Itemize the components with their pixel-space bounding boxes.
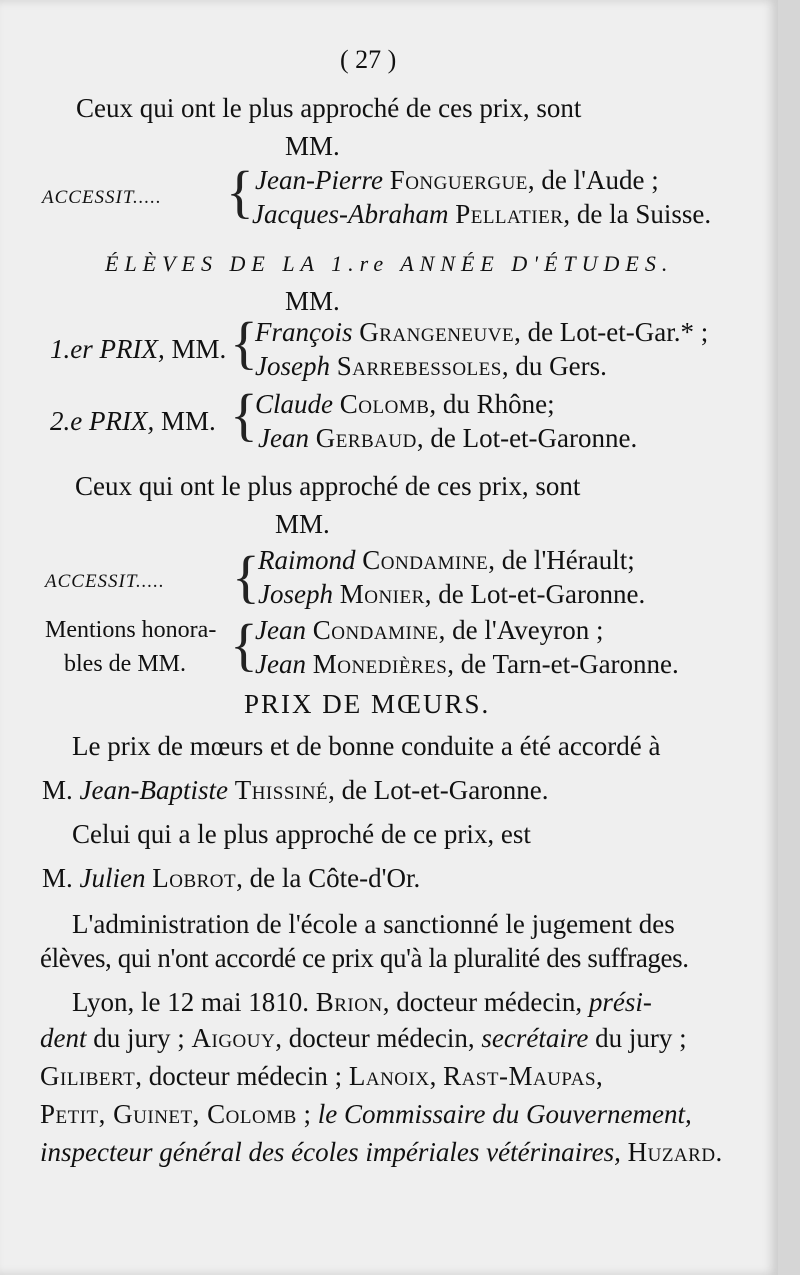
intro-text: Ceux qui ont le plus approché de ces prix, sont <box>75 471 581 501</box>
intro-text: Ceux qui ont le plus approché de ces prix, sont <box>76 93 582 123</box>
moeurs-runner: M. Julien Lobrot, de la Côte-d'Or. <box>42 863 421 893</box>
prize-entry: Jean Gerbaud, de Lot-et-Garonne. <box>258 423 638 453</box>
moeurs-heading: PRIX DE MŒURS. <box>244 689 491 719</box>
closing-line: L'administration de l'école a sanctionné le jugement des <box>72 909 675 939</box>
mm-heading: MM. <box>285 131 340 161</box>
accessit-entry: Jean-Pierre Fonguergue, de l'Aude ; <box>255 165 659 195</box>
signature-line: Lyon, le 12 mai 1810. Brion, docteur médecin, prési- <box>72 987 652 1017</box>
mention-entry: Jean Monedières, de Tarn-et-Garonne. <box>255 649 679 679</box>
prize-label: 1.er PRIX, MM. <box>50 334 227 364</box>
brace: { <box>230 612 258 677</box>
accessit-entry: Raimond Condamine, de l'Hérault; <box>258 545 635 575</box>
accessit-entry: Joseph Monier, de Lot-et-Garonne. <box>258 579 646 609</box>
page-number: ( 27 ) <box>340 45 397 74</box>
accessit-label: ACCESSIT..... <box>45 571 165 592</box>
accessit-entry: Jacques-Abraham Pellatier, de la Suisse. <box>252 199 712 229</box>
brace: { <box>232 544 260 609</box>
signature-line: Gilibert, docteur médecin ; Lanoix, Rast-Maupas, <box>40 1061 603 1091</box>
closing-line: élèves, qui n'ont accordé ce prix qu'à la pluralité des suffrages. <box>40 943 689 973</box>
mentions-label: Mentions honora- <box>45 617 217 643</box>
accessit-label: ACCESSIT..... <box>42 187 162 208</box>
moeurs-winner: M. Jean-Baptiste Thissiné, de Lot-et-Garonne. <box>42 775 549 805</box>
signature-line: dent du jury ; Aigouy, docteur médecin, secrétaire du jury ; <box>40 1023 687 1053</box>
signature-line: Petit, Guinet, Colomb ; le Commissaire du Gouvernement, <box>40 1099 692 1129</box>
moeurs-text: Le prix de mœurs et de bonne conduite a été accordé à <box>72 731 661 761</box>
prize-entry: François Grangeneuve, de Lot-et-Gar.* ; <box>255 317 709 347</box>
signature-line: inspecteur général des écoles impériales vétérinaires, Huzard. <box>40 1137 723 1167</box>
brace: { <box>230 310 258 375</box>
section-heading: ÉLÈVES DE LA 1.re ANNÉE D'ÉTUDES. <box>105 251 674 276</box>
prize-entry: Joseph Sarrebessoles, du Gers. <box>255 351 607 381</box>
mm-heading: MM. <box>275 509 330 539</box>
mention-entry: Jean Condamine, de l'Aveyron ; <box>255 615 604 645</box>
mentions-label: bles de MM. <box>64 651 186 677</box>
brace: { <box>230 382 258 447</box>
moeurs-intro: Celui qui a le plus approché de ce prix, est <box>72 819 531 849</box>
prize-label: 2.e PRIX, MM. <box>50 406 216 436</box>
prize-entry: Claude Colomb, du Rhône; <box>255 389 555 419</box>
brace: { <box>226 159 254 224</box>
mm-heading: MM. <box>285 286 340 316</box>
